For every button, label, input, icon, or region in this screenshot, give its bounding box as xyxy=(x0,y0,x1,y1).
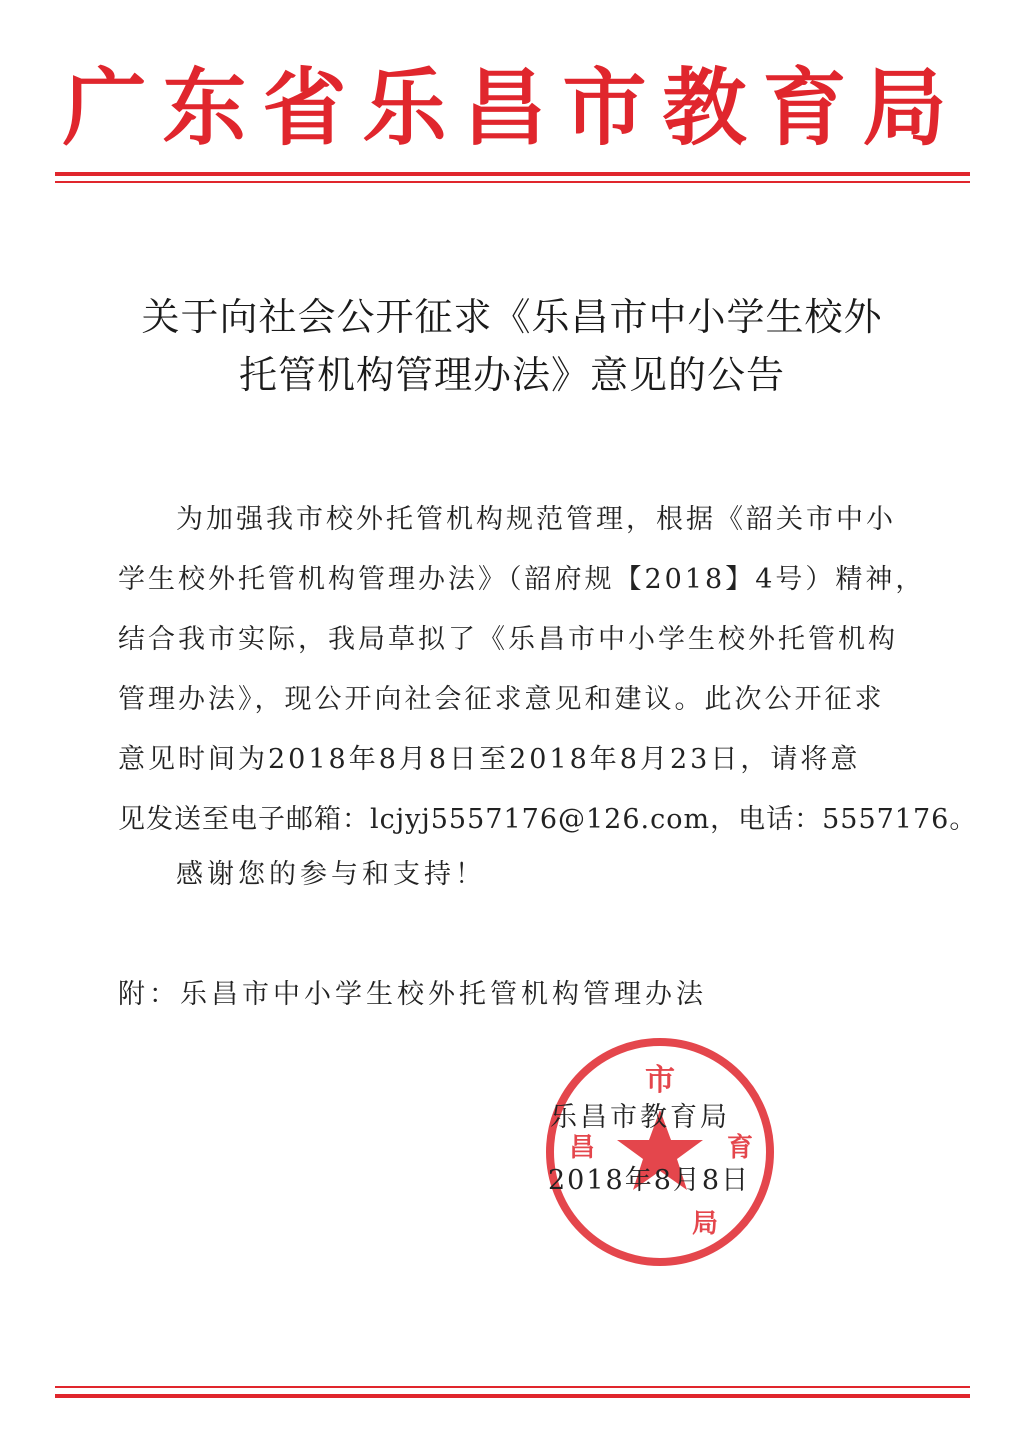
attachment-label: 附：乐昌市中小学生校外托管机构管理办法 xyxy=(118,979,707,1010)
body-line: 结合我市实际，我局草拟了《乐昌市中小学生校外托管机构 xyxy=(118,624,898,655)
body-line: 学生校外托管机构管理办法》（韶府规【2018】4号）精神， xyxy=(118,564,926,595)
notice-title-line-2: 托管机构管理办法》意见的公告 xyxy=(238,353,785,397)
footer-rule-thick xyxy=(55,1394,970,1398)
seal-text: 局 xyxy=(691,1209,719,1239)
seal-text: 育 xyxy=(726,1133,754,1163)
footer-rule-thin xyxy=(55,1386,970,1388)
notice-body xyxy=(118,490,978,850)
body-line: 意见时间为2018年8月8日至2018年8月23日，请将意 xyxy=(118,744,861,775)
header-org-title: 广东省乐昌市教育局 xyxy=(62,59,963,157)
official-seal xyxy=(540,1032,780,1272)
seal-text: 市 xyxy=(645,1063,675,1098)
header-rule-thick xyxy=(55,172,970,176)
signature-date: 2018年8月8日 xyxy=(548,1165,751,1196)
thanks-text: 感谢您的参与和支持！ xyxy=(176,859,486,890)
body-line-email: 见发送至电子邮箱：lcjyj5557176@126.com，电话：5557176。 xyxy=(118,804,978,835)
body-line: 为加强我市校外托管机构规范管理，根据《韶关市中小 xyxy=(176,504,896,535)
signature-org: 乐昌市教育局 xyxy=(550,1102,730,1133)
seal-text: 昌 xyxy=(568,1133,596,1163)
notice-title-line-1: 关于向社会公开征求《乐昌市中小学生校外 xyxy=(141,295,883,339)
header-rule-thin xyxy=(55,181,970,183)
body-line: 管理办法》，现公开向社会征求意见和建议。此次公开征求 xyxy=(118,684,885,715)
